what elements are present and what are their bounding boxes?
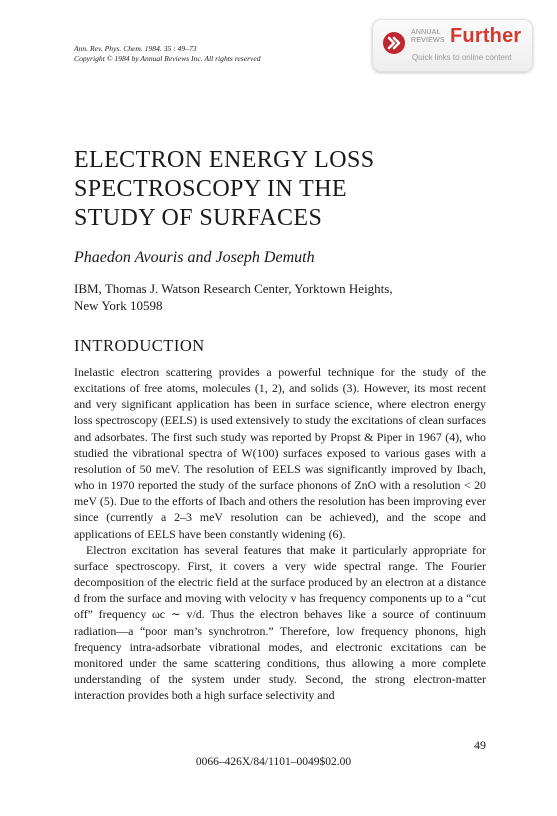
affiliation-line: IBM, Thomas J. Watson Research Center, Yorktown Heights, bbox=[74, 281, 393, 296]
badge-reviews-text: REVIEWS bbox=[411, 37, 445, 44]
copyright-line: Copyright © 1984 by Annual Reviews Inc. All rights reserved bbox=[74, 54, 261, 63]
page-number: 49 bbox=[474, 738, 486, 752]
article-authors: Phaedon Avouris and Joseph Demuth bbox=[74, 249, 315, 266]
article-code-footer bbox=[0, 756, 557, 768]
article-code-text: 0066–426X/84/1101–0049$02.00 bbox=[195, 756, 352, 768]
article-title bbox=[74, 146, 454, 233]
badge-further-label: Further bbox=[450, 25, 522, 47]
body-paragraph: Electron excitation has several features that make it particularly appropriate for surface spectroscopy. First, it covers a very wide spectral range. The Fourier decomposition of the electric field at the surface produced by an electron at a distance d from the surface and moving with velocity v has frequency components up to a “cut off” frequency ωc ∼ v/d. Thus the electron behaves like a source of continuum radiation—a “poor man’s synchrotron.” Therefore, low frequency phonons, high frequency intra-adsorbate vibrational modes, and electronic excitations can be monitored under the same scattering conditions, thus allowing a more complete understanding of the system under study. Second, the strong electron-matter interaction provides both a high surface selectivity and bbox=[74, 542, 486, 703]
further-online-badge[interactable] bbox=[372, 19, 533, 72]
title-line: ELECTRON ENERGY LOSS bbox=[74, 147, 375, 173]
badge-quick-links-text: Quick links to online content bbox=[412, 53, 512, 62]
affiliation-line: New York 10598 bbox=[74, 298, 163, 313]
article-body bbox=[74, 364, 486, 703]
section-heading-introduction: INTRODUCTION bbox=[74, 336, 205, 355]
journal-volume-line: Ann. Rev. Phys. Chem. 1984. 35 : 49–73 bbox=[74, 44, 197, 53]
title-line: SPECTROSCOPY IN THE bbox=[74, 176, 347, 202]
annual-reviews-logo-icon bbox=[383, 32, 405, 54]
title-line: STUDY OF SURFACES bbox=[74, 205, 323, 231]
author-affiliation bbox=[74, 280, 494, 314]
badge-annual-text: ANNUAL bbox=[411, 29, 441, 36]
journal-citation-header bbox=[74, 44, 354, 64]
annual-reviews-wordmark bbox=[411, 29, 447, 45]
body-paragraph: Inelastic electron scattering provides a powerful technique for the study of the excitations of free atoms, molecules (1, 2), and solids (3). However, its most recent and very significant application has been in surface science, where electron energy loss spectroscopy (EELS) is used extensively to study the excitations of clean surfaces and adsorbates. The first such study was reported by Propst & Piper in 1967 (4), who studied the vibrational spectra of W(100) surfaces exposed to various gases with a resolution of 50 meV. The resolution of EELS was significantly improved by Ibach, who in 1970 reported the study of the surface phonons of ZnO with a resolution < 20 meV (5). Due to the efforts of Ibach and others the resolution has been improving ever since (currently a 2–3 meV resolution can be achieved), and the scope and applications of EELS have been constantly widening (6). bbox=[74, 365, 486, 541]
